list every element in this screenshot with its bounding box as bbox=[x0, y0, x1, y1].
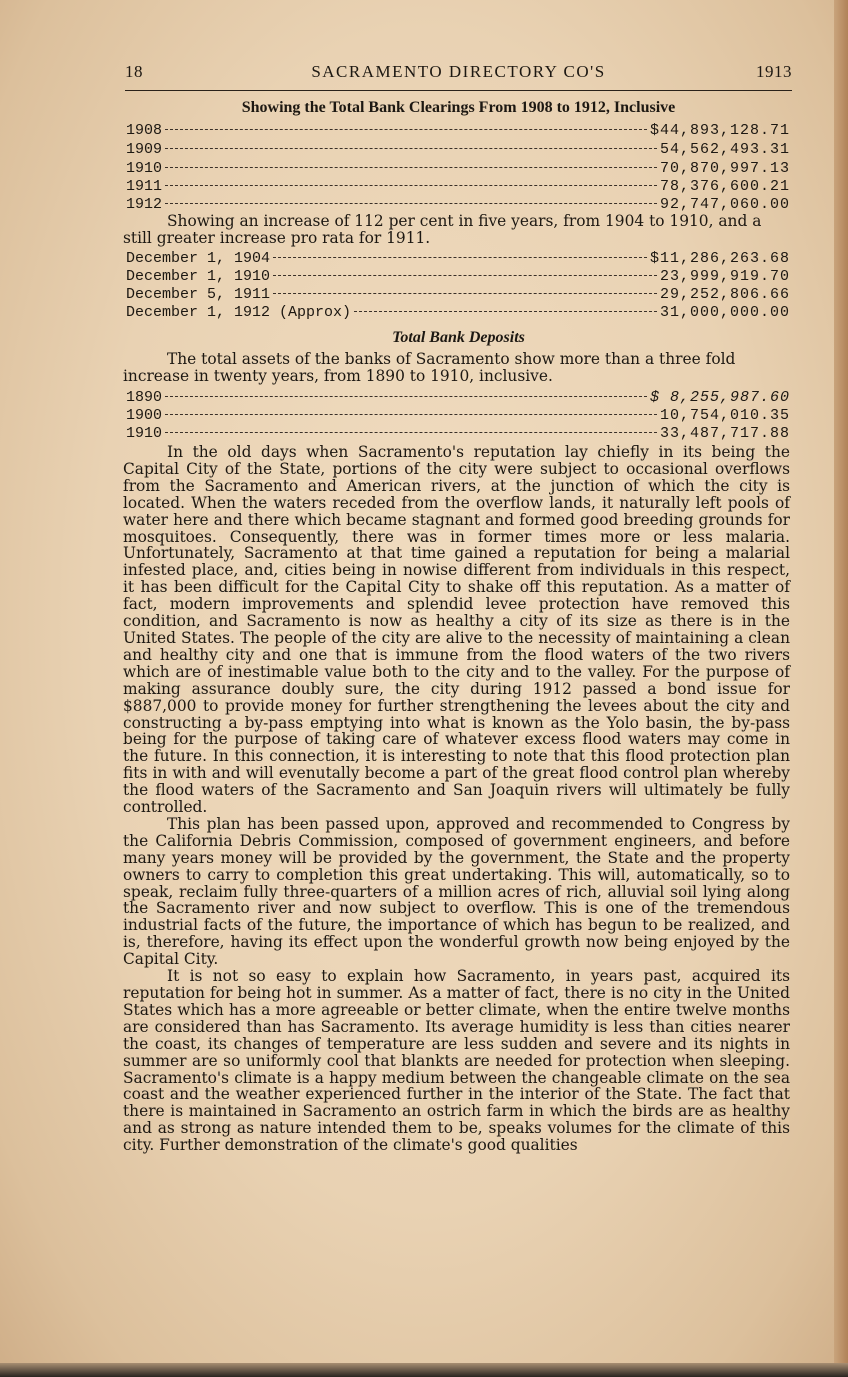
row-amount: 78,376,600.21 bbox=[659, 178, 790, 195]
leader-dots bbox=[165, 396, 647, 397]
row-label: 1890 bbox=[126, 389, 163, 406]
body-text bbox=[123, 444, 790, 1154]
leader-dots bbox=[165, 203, 657, 204]
dated-row bbox=[126, 268, 790, 286]
clearings-note: Showing an increase of 112 per cent in five years, from 1904 to 1910, and a still greater increase pro rata for 1911. bbox=[123, 212, 762, 247]
body-paragraph: This plan has been passed upon, approved and recommended to Congress by the California Debris Commission, composed of government engineers, and before many years money will be provided by the government, the State and the property owners to carry to completion this great undertaking. This will, automatically, so to speak, reclaim fully three-quarters of a million acres of rich, alluvial soil lying along the Sacramento river and now subject to overflow. This is one of the tremendous industrial facts of the future, the importance of which has begun to be realized, and is, therefore, having its effect upon the wonderful growth now being enjoyed by the Capital City. bbox=[123, 814, 790, 969]
row-amount: 92,747,060.00 bbox=[659, 196, 790, 213]
row-label: 1911 bbox=[126, 178, 163, 195]
leader-dots bbox=[273, 293, 657, 294]
page-right-edge bbox=[834, 0, 848, 1377]
deposits-heading: Total Bank Deposits bbox=[392, 329, 525, 346]
leader-dots bbox=[273, 257, 647, 258]
row-label: December 1, 1904 bbox=[126, 250, 271, 267]
leader-dots bbox=[165, 185, 657, 186]
row-amount: $44,893,128.71 bbox=[649, 122, 790, 139]
row-amount: 31,000,000.00 bbox=[659, 304, 790, 321]
row-amount: 23,999,919.70 bbox=[659, 268, 790, 285]
leader-dots bbox=[165, 129, 647, 130]
running-header bbox=[125, 62, 792, 84]
leader-dots bbox=[273, 275, 657, 276]
clearings-row bbox=[126, 122, 790, 140]
row-label: December 1, 1912 (Approx) bbox=[126, 304, 352, 321]
row-label: 1909 bbox=[126, 141, 163, 158]
row-label: 1912 bbox=[126, 196, 163, 213]
row-label: 1908 bbox=[126, 122, 163, 139]
row-label: 1910 bbox=[126, 425, 163, 442]
clearings-row bbox=[126, 141, 790, 159]
deposits-intro: The total assets of the banks of Sacramento show more than a three fold increase in twenty years, from 1890 to 1910, inclusive. bbox=[123, 350, 736, 385]
row-amount: 29,252,806.66 bbox=[659, 286, 790, 303]
leader-dots bbox=[165, 167, 657, 168]
dated-row bbox=[126, 286, 790, 304]
page-bottom-edge bbox=[0, 1363, 848, 1377]
row-label: December 5, 1911 bbox=[126, 286, 271, 303]
deposits-row bbox=[126, 389, 790, 407]
clearings-heading: Showing the Total Bank Clearings From 1908 to 1912, Inclusive bbox=[241, 99, 676, 116]
header-rule bbox=[125, 90, 792, 91]
row-amount: 33,487,717.88 bbox=[659, 425, 790, 442]
row-amount: 10,754,010.35 bbox=[659, 407, 790, 424]
row-amount: 70,870,997.13 bbox=[659, 160, 790, 177]
dated-row bbox=[126, 250, 790, 268]
dated-row bbox=[126, 304, 790, 322]
row-label: December 1, 1910 bbox=[126, 268, 271, 285]
clearings-row bbox=[126, 178, 790, 196]
leader-dots bbox=[354, 311, 657, 312]
row-amount: $11,286,263.68 bbox=[649, 250, 790, 267]
clearings-row bbox=[126, 160, 790, 178]
row-amount: 54,562,493.31 bbox=[659, 141, 790, 158]
row-label: 1900 bbox=[126, 407, 163, 424]
running-title: SACRAMENTO DIRECTORY CO'S bbox=[311, 62, 606, 81]
body-paragraph: In the old days when Sacramento's reputation lay chiefly in its being the Capital City of the State, portions of the city were subject to occasional overflows from the Sacramento and American rivers, at the junction of which the city is located. When the waters receded from the overflow lands, it naturally left pools of water here and there which became stagnant and formed good breeding grounds for mosquitoes. Consequently, there was in former times more or less malaria. Unfortunately, Sacramento at that time gained a reputation for being a malarial infested place, and, cities being in nowise different from individuals in this respect, it has been difficult for the Capital City to shake off this reputation. As a matter of fact, modern improvements and splendid levee protection have removed this condition, and Sacramento is now as healthy a city of its size as there is in the United States. The people of the city are alive to the necessity of maintaining a clean and healthy city and one that is immune from the flood waters of the two rivers which are of inestimable value both to the city and to the valley. For the purpose of making assurance doubly sure, the city during 1912 passed a bond issue for $887,000 to provide money for further strengthening the levees about the city and constructing a by-pass emptying into what is known as the Yolo basin, the by-pass being for the purpose of taking care of whatever excess flood waters may come in the future. In this connection, it is interesting to note that this flood protection plan fits in with and will evenutally become a part of the great flood control plan whereby the flood waters of the Sacramento and San Joaquin rivers will ultimately be fully controlled. bbox=[123, 443, 790, 817]
deposits-row bbox=[126, 425, 790, 443]
leader-dots bbox=[165, 414, 657, 415]
page-number: 18 bbox=[125, 62, 143, 81]
row-amount: $ 8,255,987.60 bbox=[649, 389, 790, 406]
leader-dots bbox=[165, 432, 657, 433]
deposits-row bbox=[126, 407, 790, 425]
body-paragraph: It is not so easy to explain how Sacramento, in years past, acquired its reputation for being hot in summer. As a matter of fact, there is no city in the United States which has a more agreeable or better climate, when the entire twelve months are considered than has Sacramento. Its average humidity is less than cities nearer the coast, its changes of temperature are less sudden and severe and its nights in summer are so uniformly cool that blankts are needed for protection when sleeping. Sacramento's climate is a happy medium between the changeable climate on the sea coast and the weather experienced further in the interior of the State. The fact that there is maintained in Sacramento an ostrich farm in which the birds are as healthy and as strong as nature intended them to be, speaks volumes for the climate of this city. Further demonstration of the climate's good qualities bbox=[123, 967, 790, 1155]
header-year: 1913 bbox=[756, 62, 792, 81]
leader-dots bbox=[165, 148, 657, 149]
row-label: 1910 bbox=[126, 160, 163, 177]
